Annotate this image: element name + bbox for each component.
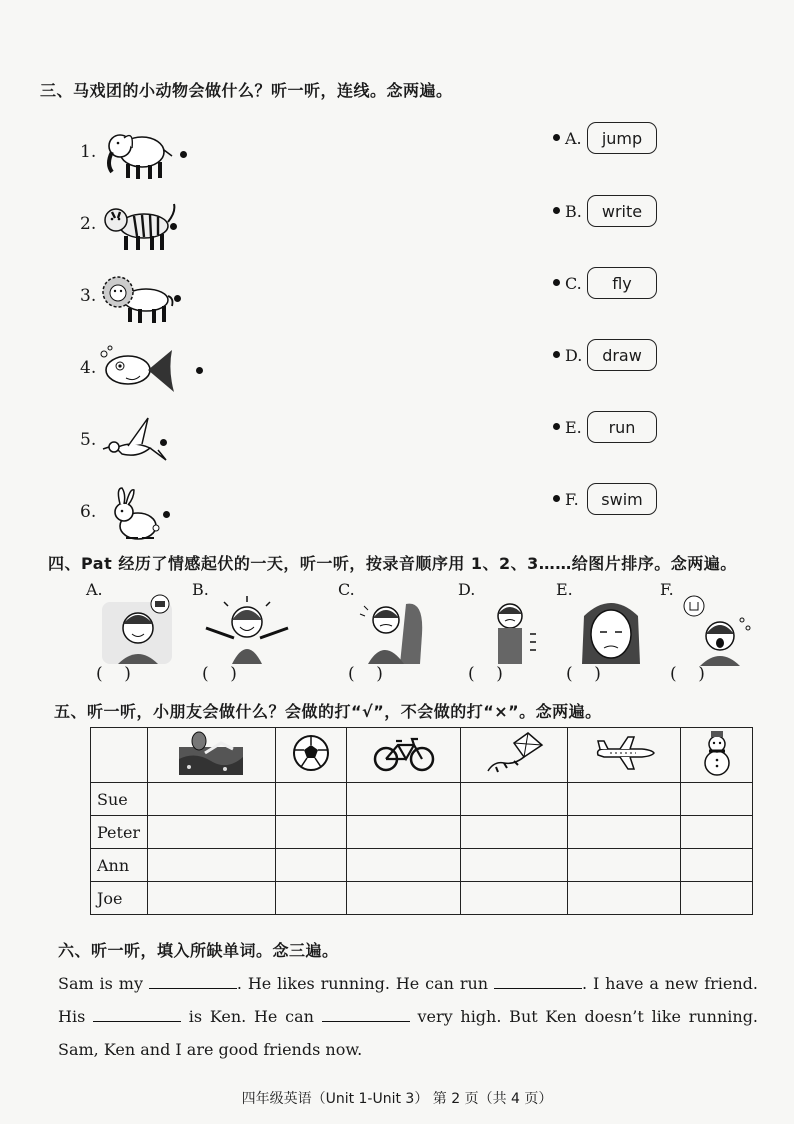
answer-cell[interactable] [275,882,347,915]
cloze-text-5: very high. But Ken doesn’t like running. Sam, Ken and I are good friends now. [58,1007,759,1059]
animal-connect-dot[interactable] [196,367,203,374]
option-connect-dot[interactable] [553,207,560,214]
animal-number: 4. [80,358,97,378]
animal-number: 5. [80,430,97,450]
animal-number: 6. [80,502,97,522]
answer-cell[interactable] [567,849,681,882]
animal-item-5 [80,414,220,470]
table-header-row [91,728,753,783]
pat-emotion-icon [202,594,292,666]
section5-title: 五、听一听，小朋友会做什么？会做的打“√”，不会做的打“×”。念两遍。 [54,702,602,721]
answer-cell[interactable] [148,816,276,849]
answer-cell[interactable] [347,816,461,849]
pat-picture-1 [86,580,196,690]
plane-icon [592,735,656,771]
pat-picture-4 [458,580,568,690]
pat-picture-letter: C. [338,580,355,599]
order-answer-blank[interactable]: ( ) [96,664,131,684]
col-plane [567,728,681,783]
pat-picture-letter: E. [556,580,573,599]
option-connect-dot[interactable] [553,134,560,141]
answer-cell[interactable] [681,783,753,816]
answer-cell[interactable] [347,783,461,816]
answer-cell[interactable] [460,849,567,882]
order-answer-blank[interactable]: ( ) [348,664,383,684]
answer-cell[interactable] [567,816,681,849]
snowman-icon [697,729,737,777]
answer-cell[interactable] [148,783,276,816]
animal-connect-dot[interactable] [160,439,167,446]
col-skating [148,728,276,783]
blank-1[interactable] [149,974,237,989]
col-football [275,728,347,783]
option-swim [553,483,663,517]
option-connect-dot[interactable] [553,423,560,430]
child-name-cell: Ann [91,849,148,882]
child-name-cell: Sue [91,783,148,816]
option-letter: A. [565,129,582,148]
animal-connect-dot[interactable] [180,151,187,158]
football-icon [291,733,331,773]
pat-emotion-icon [348,594,438,666]
pat-picture-letter: F. [660,580,674,599]
section6-title: 六、听一听，填入所缺单词。念三遍。 [58,941,339,960]
animal-number: 1. [80,142,97,162]
answer-cell[interactable] [148,882,276,915]
pat-picture-2 [192,580,302,690]
elephant-icon [98,126,176,182]
animal-connect-dot[interactable] [170,223,177,230]
animal-item-6 [80,486,220,542]
order-answer-blank[interactable]: ( ) [468,664,503,684]
option-word-box: fly [587,267,657,299]
pat-emotion-icon [670,594,760,666]
cloze-paragraph [58,967,758,1066]
order-answer-blank[interactable]: ( ) [566,664,601,684]
option-letter: E. [565,418,582,437]
bicycle-icon [372,733,436,773]
cloze-text-1: Sam is my [58,974,143,993]
option-word-box: write [587,195,657,227]
animal-number: 2. [80,214,97,234]
cloze-text-4: is Ken. He can [188,1007,314,1026]
col-kite [460,728,567,783]
cloze-text-3: . I have a new friend. His [58,974,758,1026]
answer-cell[interactable] [681,816,753,849]
animal-number: 3. [80,286,97,306]
child-name-cell: Peter [91,816,148,849]
section3-title: 三、马戏团的小动物会做什么？听一听，连线。念两遍。 [40,81,453,100]
option-fly [553,267,663,301]
animal-connect-dot[interactable] [174,295,181,302]
option-word-box: run [587,411,657,443]
skills-table [90,727,753,915]
lion-icon [98,270,176,326]
pat-emotion-icon [96,594,186,666]
table-row [91,849,753,882]
option-letter: F. [565,490,579,509]
animal-connect-dot[interactable] [163,511,170,518]
cloze-text-2: . He likes running. He can run [236,974,489,993]
answer-cell[interactable] [275,849,347,882]
blank-3[interactable] [93,1007,181,1022]
pat-picture-letter: D. [458,580,476,599]
pat-emotion-icon [566,594,656,666]
col-bicycle [347,728,461,783]
option-connect-dot[interactable] [553,279,560,286]
pat-picture-letter: B. [192,580,209,599]
page-footer: 四年级英语（Unit 1-Unit 3） 第 2 页（共 4 页） [241,1091,553,1107]
option-word-box: swim [587,483,657,515]
table-corner-cell [91,728,148,783]
answer-cell[interactable] [460,882,567,915]
pat-emotion-icon [468,594,558,666]
option-letter: D. [565,346,583,365]
option-run [553,411,663,445]
pat-picture-5 [556,580,666,690]
answer-cell[interactable] [681,882,753,915]
section4-title: 四、Pat 经历了情感起伏的一天，听一听，按录音顺序用 1、2、3……给图片排序。念两遍。 [48,554,737,573]
animal-item-2 [80,198,220,254]
skating-icon [175,729,247,777]
answer-cell[interactable] [460,816,567,849]
answer-cell[interactable] [681,849,753,882]
answer-cell[interactable] [275,783,347,816]
child-name-cell: Joe [91,882,148,915]
answer-cell[interactable] [347,849,461,882]
pat-picture-6 [660,580,770,690]
answer-cell[interactable] [347,882,461,915]
option-jump [553,122,663,156]
option-draw [553,339,663,373]
table-row [91,882,753,915]
kite-icon [484,731,544,775]
answer-cell[interactable] [567,882,681,915]
animal-item-1 [80,126,220,182]
option-letter: B. [565,202,582,221]
option-word-box: jump [587,122,657,154]
animal-item-3 [80,270,220,326]
blank-4[interactable] [322,1007,410,1022]
answer-cell[interactable] [148,849,276,882]
answer-cell[interactable] [275,816,347,849]
option-connect-dot[interactable] [553,495,560,502]
table-row [91,783,753,816]
order-answer-blank[interactable]: ( ) [670,664,705,684]
order-answer-blank[interactable]: ( ) [202,664,237,684]
answer-cell[interactable] [460,783,567,816]
table-row [91,816,753,849]
col-snowman [681,728,753,783]
tiger-icon [98,198,176,254]
option-letter: C. [565,274,582,293]
fish-icon [98,342,176,398]
pat-picture-letter: A. [86,580,103,599]
option-connect-dot[interactable] [553,351,560,358]
blank-2[interactable] [494,974,582,989]
option-write [553,195,663,229]
option-word-box: draw [587,339,657,371]
answer-cell[interactable] [567,783,681,816]
pat-picture-3 [338,580,448,690]
